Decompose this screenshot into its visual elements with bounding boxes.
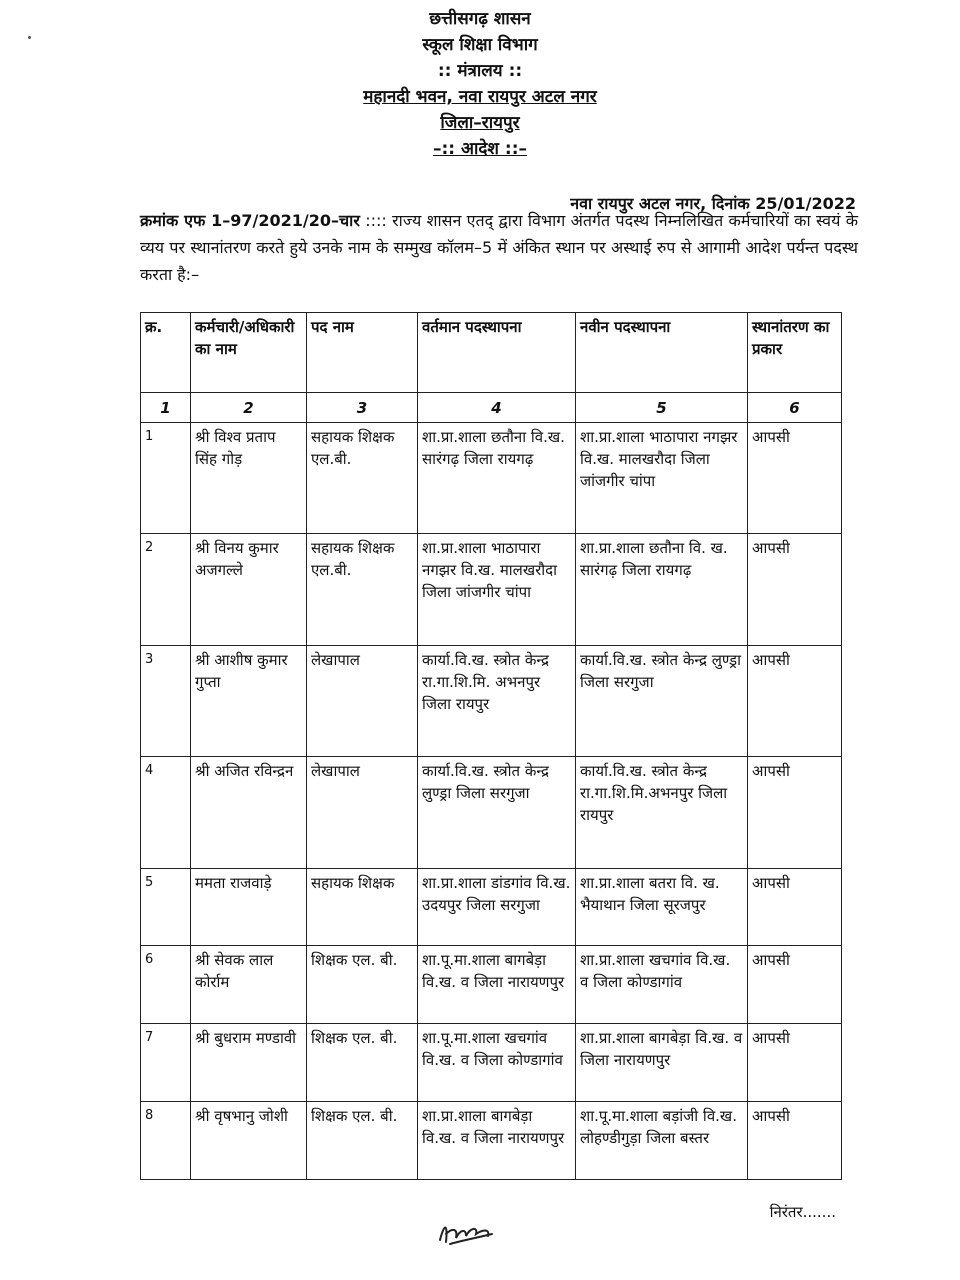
row-serial: 1 [141,423,191,534]
transfer-type: आपसी [748,946,842,1024]
employee-name: श्री अजित रविन्द्रन [191,757,307,868]
column-number-row [141,393,842,423]
designation: लेखापाल [307,757,418,868]
header-current-posting: वर्तमान पदस्थापना [418,313,576,393]
designation: शिक्षक एल. बी. [307,946,418,1024]
current-posting: कार्या.वि.ख. स्त्रोत केन्द्र रा.गा.शि.मि. अभनपुर जिला रायपुर [418,645,576,756]
district-name: जिला–रायपुर [440,113,520,133]
employee-name: श्री विनय कुमार अजगल्ले [191,534,307,645]
new-posting: शा.पू.मा.शाला बड़ांजी वि.ख. लोहण्डीगुड़ा जिला बस्तर [576,1102,748,1180]
employee-name: श्री सेवक लाल कोर्राम [191,946,307,1024]
current-posting: शा.प्रा.शाला छतौना वि.ख. सारंगढ़ जिला रायगढ़ [418,423,576,534]
order-intro-text: :::: राज्य शासन एतद् द्वारा विभाग अंतर्गत पदस्थ निम्नलिखित कर्मचारियों का स्वयं के व्यय पर स्थानांतरण करते हुये उनके नाम के सम्मुख कॉलम–5 में अंकित स्थान पर अस्थाई रुप से आगामी आदेश पर्यन्त पदस्थ करता है:– [140,211,858,284]
order-intro [140,207,858,288]
table-row [141,423,842,534]
header-employee-name: कर्मचारी/अधिकारी का नाम [191,313,307,393]
transfer-type: आपसी [748,1024,842,1102]
new-posting: कार्या.वि.ख. स्त्रोत केन्द्र लुण्ड्रा जिला सरगुजा [576,645,748,756]
transfer-type: आपसी [748,534,842,645]
employee-name: श्री बुधराम मण्डावी [191,1024,307,1102]
transfer-type: आपसी [748,757,842,868]
new-posting: शा.प्रा.शाला भाठापारा नगझर वि.ख. मालखरौदा जिला जांजगीर चांपा [576,423,748,534]
transfer-type: आपसी [748,868,842,946]
new-posting: कार्या.वि.ख. स्त्रोत केन्द्र रा.गा.शि.मि.अभनपुर जिला रायपुर [576,757,748,868]
column-number: 2 [191,393,307,423]
transfer-table [140,312,842,1180]
designation: सहायक शिक्षक [307,868,418,946]
employee-name: ममता राजवाड़े [191,868,307,946]
row-serial: 6 [141,946,191,1024]
current-posting: शा.प्रा.शाला बागबेड़ा वि.ख. व जिला नारायणपुर [418,1102,576,1180]
row-serial: 3 [141,645,191,756]
new-posting: शा.प्रा.शाला खचगांव वि.ख. व जिला कोण्डागांव [576,946,748,1024]
current-posting: शा.प्रा.शाला डांडगांव वि.ख. उदयपुर जिला सरगुजा [418,868,576,946]
table-row [141,1024,842,1102]
order-date: नवा रायपुर अटल नगर, दिनांक 25/01/2022 [570,194,856,213]
designation: सहायक शिक्षक एल.बी. [307,423,418,534]
new-posting: शा.प्रा.शाला छतौना वि. ख. सारंगढ़ जिला रायगढ़ [576,534,748,645]
row-serial: 7 [141,1024,191,1102]
transfer-type: आपसी [748,423,842,534]
table-row [141,946,842,1024]
designation: सहायक शिक्षक एल.बी. [307,534,418,645]
continued-note: निरंतर....... [769,1203,836,1221]
ministry-label: :: मंत्रालय :: [437,61,523,81]
transfer-type: आपसी [748,645,842,756]
current-posting: शा.पू.मा.शाला बागबेड़ा वि.ख. व जिला नारायणपुर [418,946,576,1024]
designation: शिक्षक एल. बी. [307,1024,418,1102]
header-transfer-type: स्थानांतरण का प्रकार [748,313,842,393]
new-posting: शा.प्रा.शाला बागबेड़ा वि.ख. व जिला नारायणपुर [576,1024,748,1102]
transfer-type: आपसी [748,1102,842,1180]
new-posting: शा.प्रा.शाला बतरा वि. ख. भैयाथान जिला सूरजपुर [576,868,748,946]
header-serial: क्र. [141,313,191,393]
designation: लेखापाल [307,645,418,756]
table-header-row [141,313,842,393]
row-serial: 4 [141,757,191,868]
office-address: महानदी भवन, नवा रायपुर अटल नगर [363,87,597,107]
column-number: 3 [307,393,418,423]
employee-name: श्री आशीष कुमार गुप्ता [191,645,307,756]
column-number: 4 [418,393,576,423]
designation: शिक्षक एल. बी. [307,1102,418,1180]
department-name: स्कूल शिक्षा विभाग [422,35,538,55]
order-reference-number: क्रमांक एफ 1–97/2021/20–चार [140,211,360,230]
row-serial: 8 [141,1102,191,1180]
row-serial: 5 [141,868,191,946]
current-posting: शा.प्रा.शाला भाठापारा नगझर वि.ख. मालखरौदा जिला जांजगीर चांपा [418,534,576,645]
current-posting: शा.पू.मा.शाला खचगांव वि.ख. व जिला कोण्डागांव [418,1024,576,1102]
table-row [141,1102,842,1180]
header-designation: पद नाम [307,313,418,393]
column-number: 1 [141,393,191,423]
table-row [141,757,842,868]
table-row [141,534,842,645]
table-row [141,868,842,946]
header-new-posting: नवीन पदस्थापना [576,313,748,393]
order-title: –:: आदेश ::– [433,139,527,159]
current-posting: कार्या.वि.ख. स्त्रोत केन्द्र लुण्ड्रा जिला सरगुजा [418,757,576,868]
row-serial: 2 [141,534,191,645]
employee-name: श्री विश्व प्रताप सिंह गोड़ [191,423,307,534]
column-number: 6 [748,393,842,423]
government-name: छत्तीसगढ़ शासन [429,9,531,29]
employee-name: श्री वृषभानु जोशी [191,1102,307,1180]
handwritten-signature [436,1210,496,1254]
column-number: 5 [576,393,748,423]
letterhead [0,6,960,162]
table-row [141,645,842,756]
